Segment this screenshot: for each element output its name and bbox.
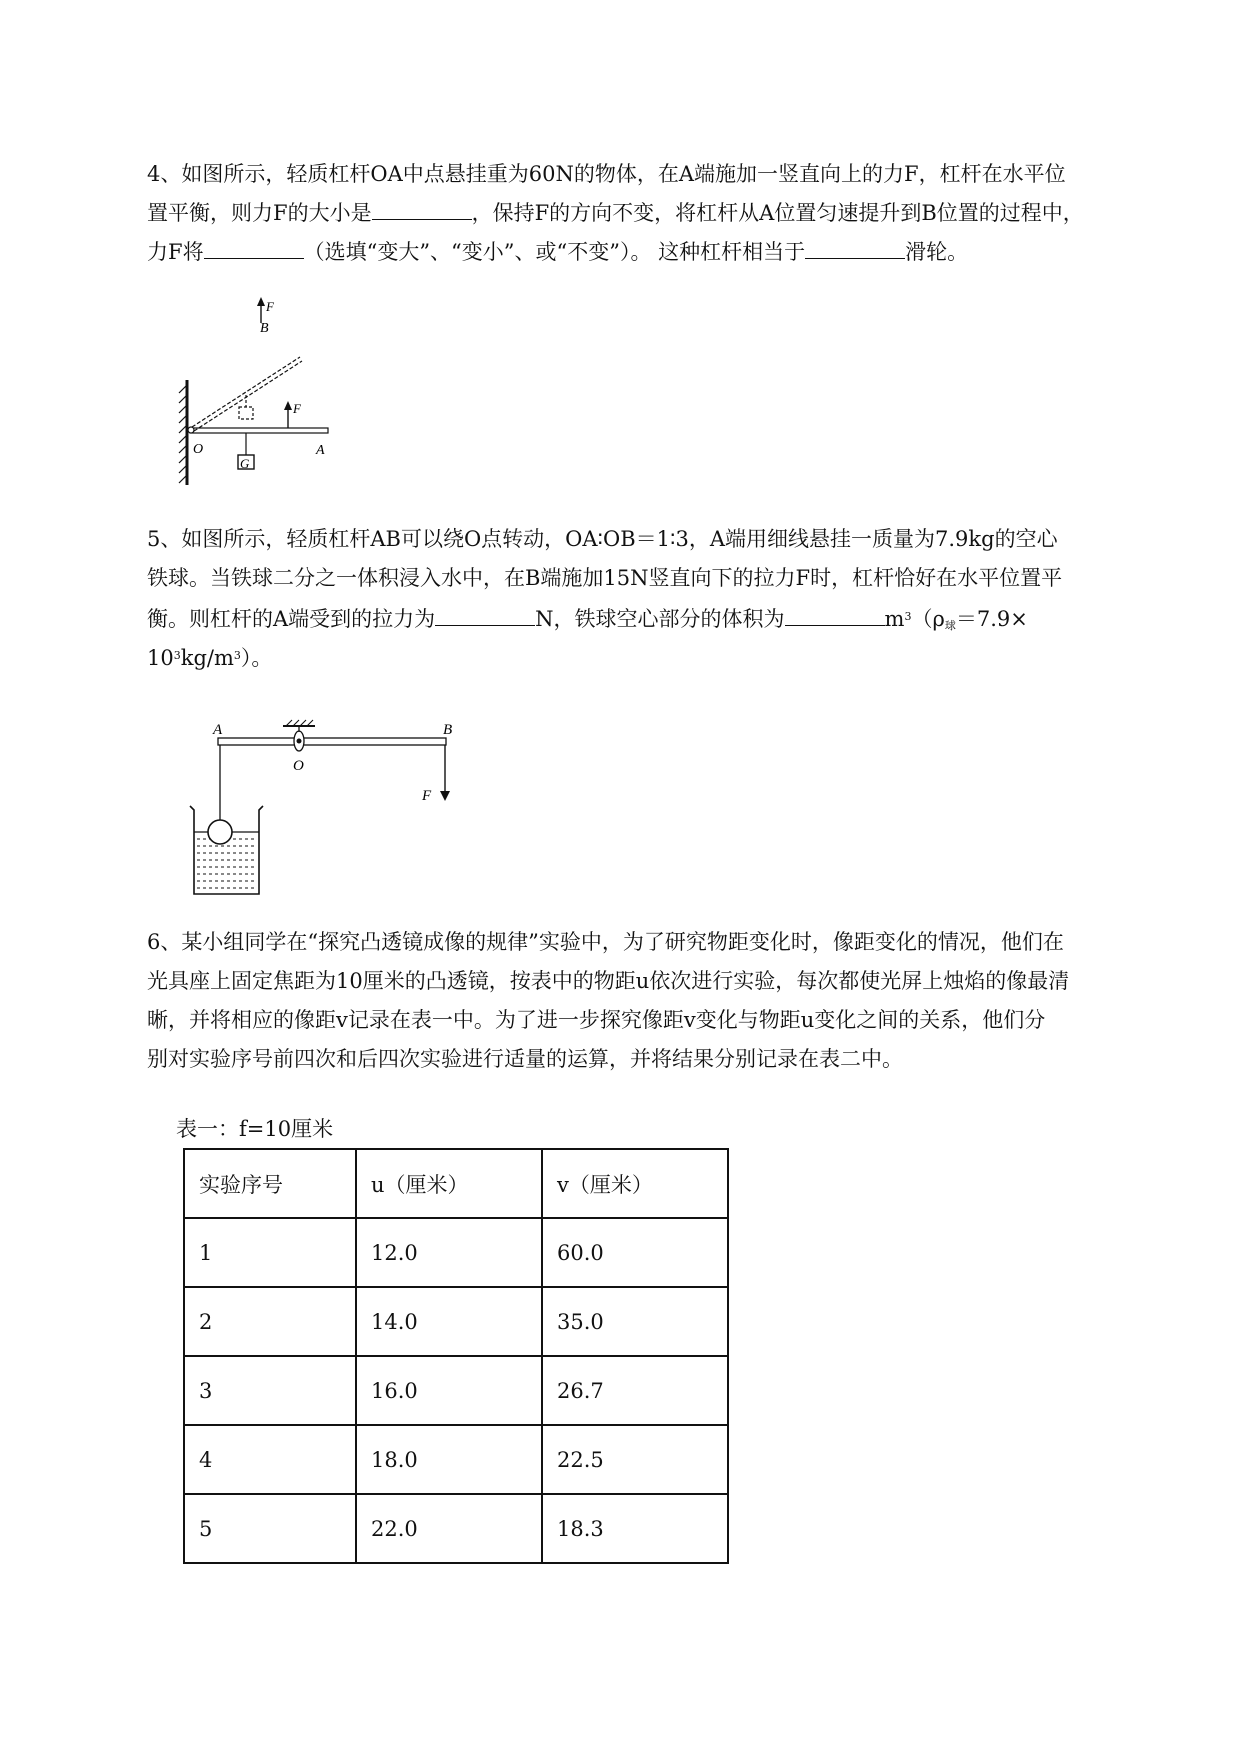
q4-line-3: 力F将 （选填“变大”、“变小”、或“不变”）。 这种杠杆相当于 滑轮。 — [147, 232, 1087, 272]
table-header-cell: u（厘米） — [356, 1149, 542, 1218]
table-cell: 14.0 — [356, 1287, 542, 1356]
lever-beaker-diagram-q5 — [180, 708, 480, 908]
table-row — [184, 1494, 728, 1563]
answer-blank[interactable] — [372, 195, 472, 220]
table-row — [184, 1425, 728, 1494]
q6-line-3: 晰，并将相应的像距v记录在表一中。为了进一步探究像距v变化与物距u变化之间的关系，他们分 — [147, 1008, 1046, 1032]
lever-ab — [218, 738, 446, 745]
table-cell: 16.0 — [356, 1356, 542, 1425]
q5-line-1: 5、如图所示，轻质杠杆AB可以绕O点转动，OA∶OB＝1∶3，A端用细线悬挂一质量为7.9kg的空心 — [147, 527, 1058, 551]
label-f-a: F — [293, 401, 301, 416]
label-o: O — [293, 758, 304, 774]
q4-line-1: 4、如图所示，轻质杠杆OA中点悬挂重为60N的物体，在A端施加一竖直向上的力F，杠杆在水平位 — [147, 162, 1066, 186]
data-table — [183, 1148, 729, 1564]
table-cell: 22.0 — [356, 1494, 542, 1563]
table-cell: 5 — [184, 1494, 356, 1563]
weight-raised-dashed — [239, 407, 253, 419]
table-header-cell: 实验序号 — [184, 1149, 356, 1218]
table-row — [184, 1287, 728, 1356]
table-caption: 表一：f=10厘米 — [176, 1117, 334, 1141]
pivot-o — [188, 427, 194, 433]
q6-line-4: 别对实验序号前四次和后四次实验进行适量的运算，并将结果分别记录在表二中。 — [147, 1047, 903, 1071]
q6-line-2: 光具座上固定焦距为10厘米的凸透镜，按表中的物距u依次进行实验，每次都使光屏上烛焰的像最清 — [147, 969, 1070, 993]
q5-line-3: 衡。则杠杆的A端受到的拉力为 N，铁球空心部分的体积为 $m^3(\rho_球=7.9\times$ — [147, 597, 1087, 646]
label-g: G — [240, 456, 250, 471]
label-b: B — [443, 722, 453, 738]
answer-blank[interactable] — [805, 234, 905, 259]
lever-raised-dashed — [192, 357, 300, 427]
label-o: O — [193, 442, 204, 457]
table-cell: 1 — [184, 1218, 356, 1287]
table-row — [184, 1218, 728, 1287]
table-cell: 26.7 — [542, 1356, 728, 1425]
q5-line-4: $10^3kg/m^3$）。 — [147, 646, 273, 670]
label-a: A — [316, 443, 325, 458]
table-cell: 22.5 — [542, 1425, 728, 1494]
table-cell: 60.0 — [542, 1218, 728, 1287]
table-cell: 3 — [184, 1356, 356, 1425]
label-b: B — [260, 321, 269, 336]
q6-line-1: 6、某小组同学在“探究凸透镜成像的规律”实验中，为了研究物距变化时，像距变化的情况，他们在 — [147, 930, 1064, 954]
table-row — [184, 1356, 728, 1425]
q5-line-2: 铁球。当铁球二分之一体积浸入水中，在B端施加15N竖直向下的拉力F时，杠杆恰好在水平位置平 — [147, 566, 1063, 590]
iron-ball — [208, 820, 232, 844]
table-header-row — [184, 1149, 728, 1218]
table-header-cell: v（厘米） — [542, 1149, 728, 1218]
table-cell: 18.3 — [542, 1494, 728, 1563]
table-cell: 2 — [184, 1287, 356, 1356]
table-cell: 18.0 — [356, 1425, 542, 1494]
table-cell: 35.0 — [542, 1287, 728, 1356]
table-cell: 12.0 — [356, 1218, 542, 1287]
label-f-b: F — [266, 299, 274, 314]
answer-blank[interactable] — [785, 601, 885, 626]
table-cell: 4 — [184, 1425, 356, 1494]
label-f: F — [422, 788, 432, 804]
lever-diagram-q4 — [160, 295, 360, 495]
answer-blank[interactable] — [435, 601, 535, 626]
label-a: A — [213, 722, 223, 738]
q4-line-2: 置平衡，则力F的大小是 ，保持F的方向不变，将杠杆从A位置匀速提升到B位置的过程中， — [147, 193, 1087, 233]
lever-horizontal — [190, 428, 328, 433]
answer-blank[interactable] — [204, 234, 304, 259]
